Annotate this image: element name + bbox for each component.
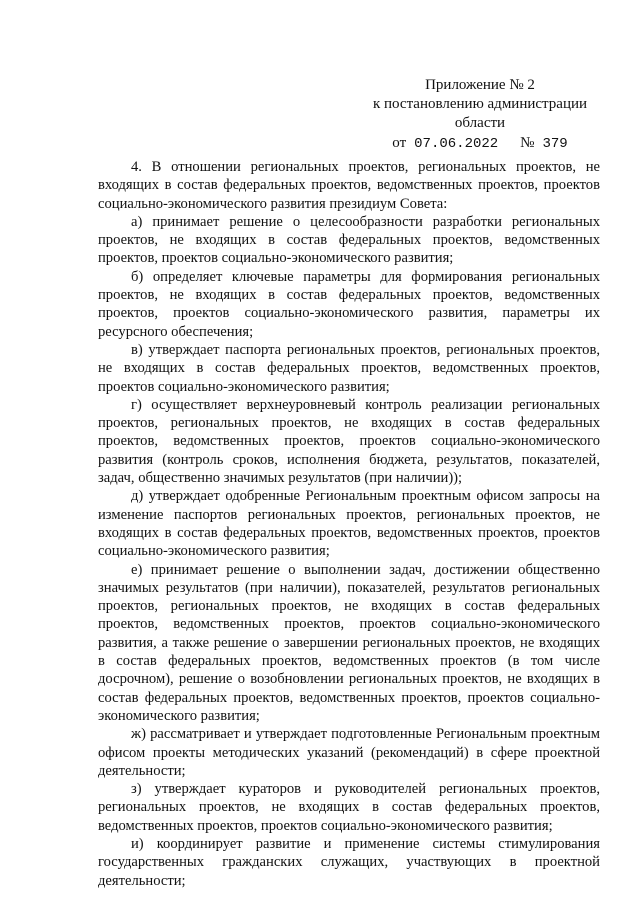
paragraph-zh: ж) рассматривает и утверждает подготовленные Региональным проектным офисом проекты методических указаний (рекомендаций) в сфере проектной деятельности; — [98, 726, 600, 779]
appendix-title: Приложение № 2 — [425, 77, 535, 93]
paragraph-a: а) принимает решение о целесообразности разработки региональных проектов, не входящих в состав федеральных проектов, ведомственных проектов, проектов социально-экономического развития; — [98, 213, 600, 267]
paragraph-4: 4. В отношении региональных проектов, региональных проектов, не входящих в состав федеральных проектов, ведомственных проектов, проектов социально-экономического развития президиум Совета: — [98, 159, 600, 212]
paragraph-e: е) принимает решение о выполнении задач, достижении общественно значимых результатов (при наличии), показателей, результатов региональных проектов, региональных проектов, не входящих в состав федеральных проектов, ведомственных проектов, проектов социально-экономического развития, а также решение о завершении региональных проектов, не входящих в состав федеральных проектов, ведомственных проектов (в том числе досрочном), решение о возобновлении региональных проектов, не входящих в состав федеральных проектов, ведомственных проектов, проектов социально-экономического развития; — [98, 561, 600, 724]
appendix-subtitle: к постановлению администрации — [372, 96, 588, 112]
paragraph-z: з) утверждает кураторов и руководителей региональных проектов, региональных проектов, не входящих в состав федеральных проектов, ведомственных проектов, проектов социально-экономического развития; — [98, 781, 600, 834]
document-body — [98, 158, 600, 890]
date-prefix: от — [392, 135, 407, 151]
resolution-date: 07.06.2022 — [414, 136, 499, 152]
number-label: № — [520, 135, 535, 151]
paragraph-b: б) определяет ключевые параметры для формирования региональных проектов, не входящих в состав федеральных проектов, ведомственных проектов, проектов социально-экономического развития, параметры их ресурсного обеспечения; — [98, 268, 600, 340]
appendix-header — [360, 76, 600, 154]
appendix-authority: области — [454, 115, 506, 131]
paragraph-i: и) координирует развитие и применение системы стимулирования государственных гражданских служащих, участвующих в проектной деятельности; — [98, 835, 600, 889]
paragraph-v: в) утверждает паспорта региональных проектов, региональных проектов, не входящих в состав федеральных проектов, ведомственных проектов, проектов социально-экономического развития; — [98, 341, 600, 395]
paragraph-g: г) осуществляет верхнеуровневый контроль реализации региональных проектов, региональных проектов, не входящих в состав федеральных проектов, ведомственных проектов, проектов социально-экономического развития (контроль сроков, исполнения бюджета, результатов, показателей, задач, общественно значимых результатов (при наличии)); — [98, 396, 600, 487]
resolution-date-line — [360, 134, 600, 154]
paragraph-d: д) утверждает одобренные Региональным проектным офисом запросы на изменение паспортов региональных проектов, региональных проектов, не входящих в состав федеральных проектов, ведомственных проектов, проектов социально-экономического развития; — [98, 488, 600, 560]
resolution-number: 379 — [542, 136, 568, 152]
